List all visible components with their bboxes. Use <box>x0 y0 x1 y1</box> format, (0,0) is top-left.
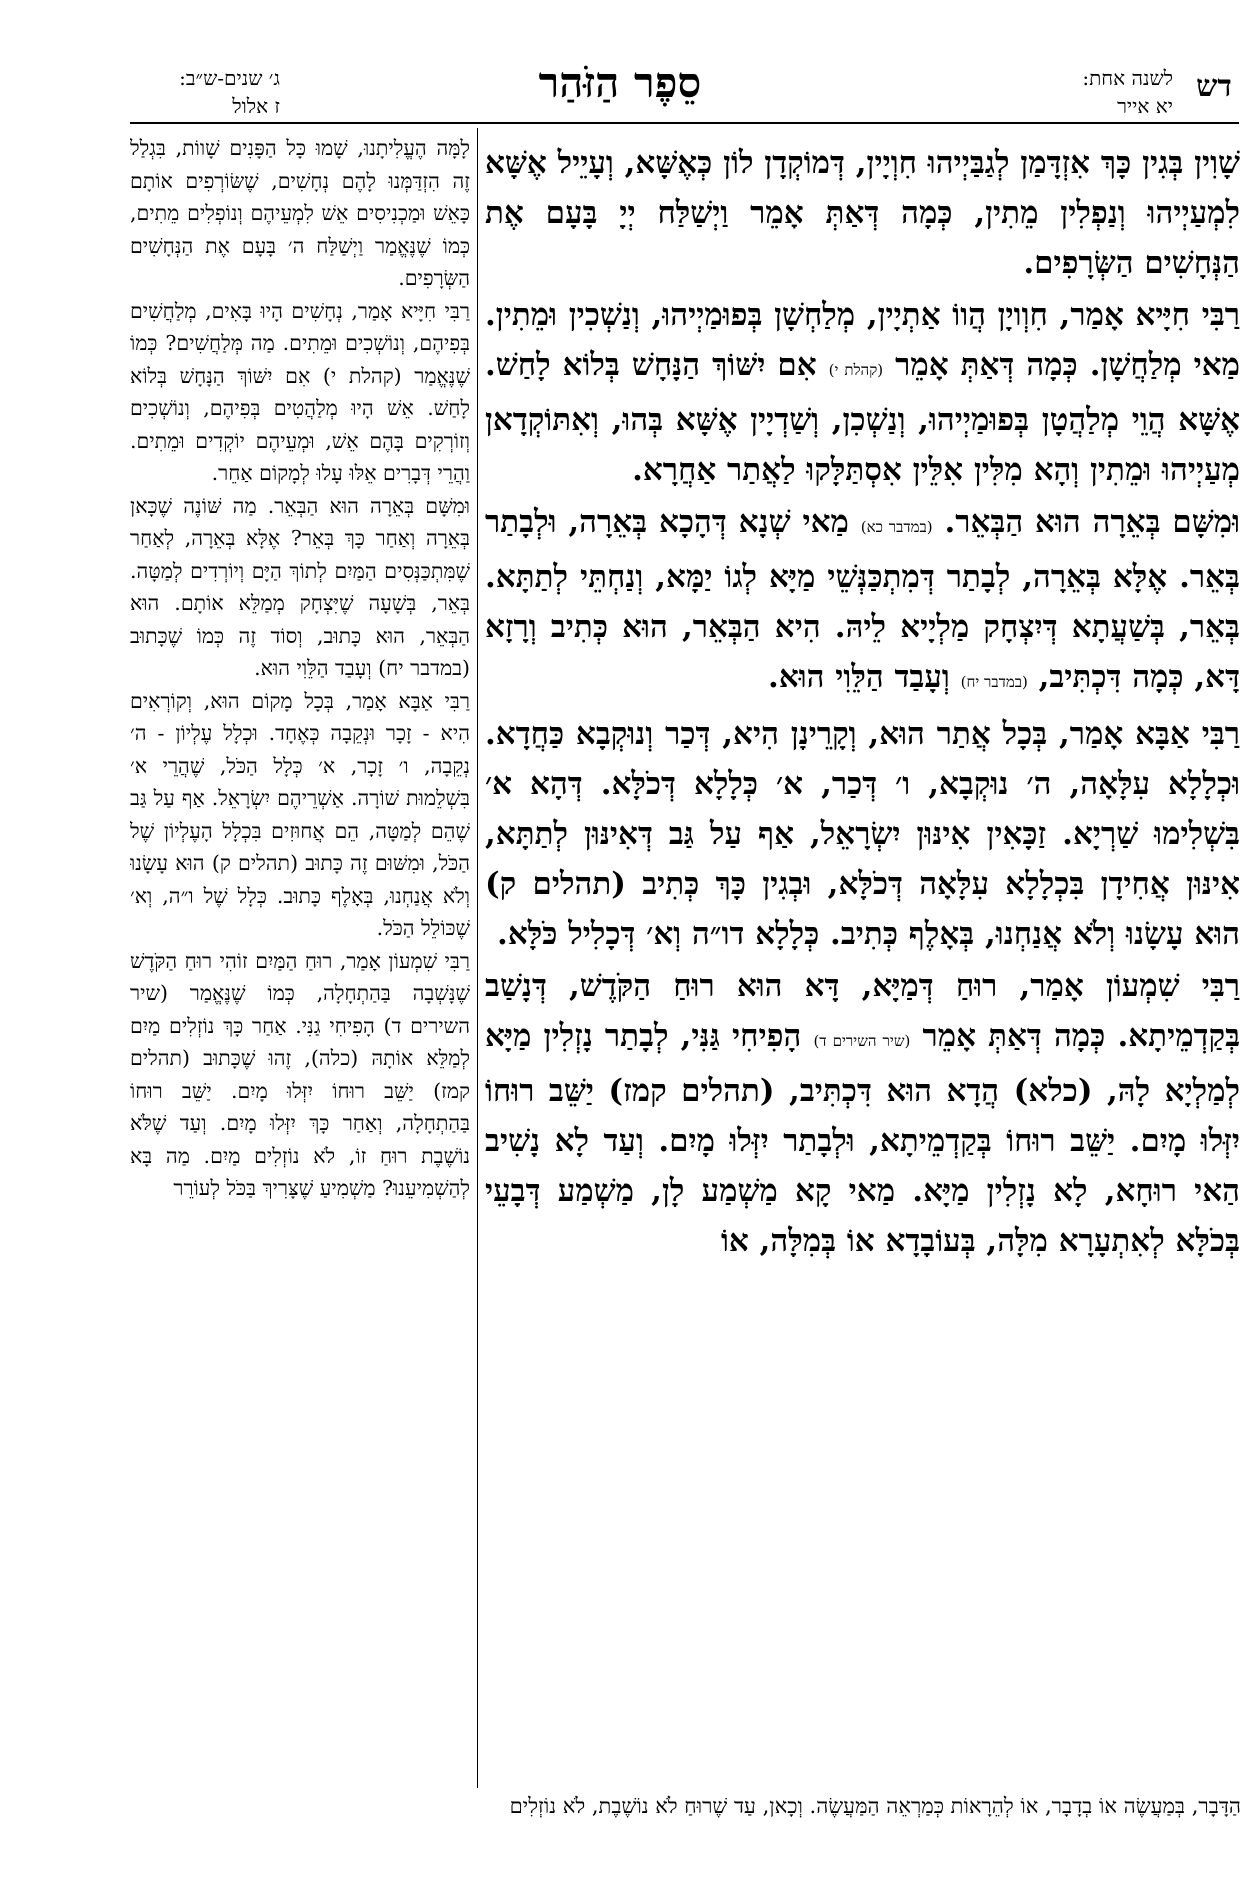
schedule-one-year <box>1082 64 1173 120</box>
translation-paragraph: וּמִשָּׁם בְּאֵרָה הוּא הַבְּאֵר. מַה שּׁוֹנֶה שֶׁכָּאן בְּאֵרָה וְאַחַר כָּךְ בְּאֵר? אֶלָּא בְּאֵרָה, לְאַחַר שֶׁמִּתְכַּנְּסִים הַמַּיִם לְתוֹךְ הַיָּם וְיוֹרְדִים לְמַטָּה. בְּאֵר, בְּשָׁעָה שֶׁיִּצְחָק מְמַלֵּא אוֹתָם. הוּא הַבְּאֵר, הוּא כָּתוּב, וְסוֹד זֶה כְּמוֹ שֶׁכָּתוּב (במדבר יח) וְעָבַד הַלֵּוִי הוּא. <box>130 493 470 680</box>
source-reference: (קהלת י) <box>828 361 884 379</box>
schedule-one-year-date: יא אייר <box>1117 94 1173 118</box>
main-paragraph: שָׁוִין בְּגִין כָּךְ אִזְדָּמַן לְגַבַּיְיהוּ חִוְיָין, דְּמוֹקְדָן לוֹן כְּאֶשָּׁא, וְעָיֵיל אֶשָּׁא לִמְעַיְיהוּ וְנַפְלִין מֵתִין, כְּמָה דְּאַתְּ אָמֵר וַיְשַׁלַּח יְיָ בָּעָם אֶת הַנְּחָשִׁים הַשְּׂרָפִים. <box>485 145 1240 281</box>
translation-paragraph: רַבִּי שִׁמְעוֹן אָמַר, רוּחַ הַמַּיִם זוֹהִי רוּחַ הַקֹּדֶשׁ שֶׁנָּשְׁבָה בַּהַתְחָלָה, כְּמוֹ שֶׁנֶּאֱמַר (שיר השירים ד) הָפִיחִי גַנִּי. אַחַר כָּךְ נוֹזְלִים מַיִם לְמַלֵּא אוֹתָהּ (כלה), זֶהוּ שֶׁכָּתוּב (תהלים קמז) יַשֵּׁב רוּחוֹ יִזְּלוּ מָיִם. יַשֵּׁב רוּחוֹ בַּהַתְחָלָה, וְאַחַר כָּךְ יִזְּלוּ מָיִם. וְעַד שֶׁלֹּא נוֹשֶׁבֶת רוּחַ זוֹ, לֹא נוֹזְלִים מַיִם. מַה בָּא לְהַשְׁמִיעֵנוּ? מַשְׁמִיעַ שֶׁצָּרִיךְ בַּכֹּל לְעוֹרֵר <box>130 948 470 1200</box>
source-reference: (שיר השירים ד) <box>813 1032 911 1050</box>
translation-column <box>130 132 470 1783</box>
schedule-one-year-label: לשנה אחת: <box>1082 66 1173 90</box>
footer-continuation: הַדָּבָר, בְּמַעֲשֶׂה אוֹ בְדָבָר, אוֹ לְהֵרָאוֹת כְּמַרְאֵה הַמַּעֲשֶׂה. וְכָאן, עַד שֶׁרוּחַ לֹא נוֹשֶׁבֶת, לֹא נוֹזְלִים <box>509 1794 1241 1818</box>
book-title: סֵפֶר הַזֹּהַר <box>538 58 702 107</box>
source-reference: (במדבר יח) <box>960 673 1028 691</box>
main-paragraph: רַבִּי שִׁמְעוֹן אָמַר, רוּחַ דְּמַיָּא, דָּא הוּא רוּחַ הַקֹּדֶשׁ, דְּנָשַׁב בְּקַדְמֵיתָא. כְּמָה דְּאַתְּ אָמֵר (שיר השירים ד) הָפִיחִי גַּנִּי, לְבָתַר נָזְלִין מַיָּא לְמַלְיָא לָהּ, (כלא) הֲדָא הוּא דִּכְתִּיב, (תהלים קמז) יַשֵּׁב רוּחוֹ יִזְּלוּ מָיִם. יַשֵּׁב רוּחוֹ בְּקַדְמֵיתָא, וּלְבָתַר יִזְּלוּ מָיִם. וְעַד לָא נָשִׁיב הַאי רוּחָא, לָא נָזְלִין מַיָּא. מַאי קָא מַשְׁמַע לָן, מַשְׁמַע דְּבָעֵי בְּכֹלָּא לְאִתְעָרָא מִלָּה, בְּעוֹבָדָא אוֹ בְּמִלָּה, אוֹ <box>485 968 1240 1259</box>
translation-paragraph: לָמָּה הֶעֱלִיתָנוּ, שָׁמוּ כָּל הַפָּנִים שָׁווֹת, בִּגְלַל זֶה הִזְדַּמְּנוּ לָהֶם נְחָשִׁים, שֶׁשּׂוֹרְפִים אוֹתָם כָּאֵשׁ וּמַכְנִיסִים אֵשׁ לִמְעֵיהֶם וְנוֹפְלִים מֵתִים, כְּמוֹ שֶׁנֶּאֱמַר וַיְשַׁלַּח ה׳ בָּעָם אֶת הַנְּחָשִׁים הַשְּׂרָפִים. <box>130 136 470 290</box>
page-header <box>0 0 1253 130</box>
main-paragraph: וּמִשָּׁם בְּאֵרָה הוּא הַבְּאֵר. (במדבר כא) מַאי שְׁנָא דְּהָכָא בְּאֵרָה, וּלְבָתַר בְּאֵר. אֶלָּא בְּאֵרָה, לְבָתַר דְּמִתְכַּנְּשֵׁי מַיָּא לְגוֹ יַמָּא, וְנַחְתֵּי לְתַתָּא. בְּאֵר, בְּשַׁעֲתָא דְּיִצְחָק מַלְיָיא לֵיהּ. הִיא הַבְּאֵר, הוּא כְּתִיב וְרָזָא דָּא, כְּמָה דִּכְתִּיב, (במדבר יח) וְעָבַד הַלֵּוִי הוּא. <box>485 504 1240 695</box>
main-paragraph: רַבִּי חִיָּיא אָמַר, חִוְויָן הֲווֹ אַתְיָין, מְלַחְשָׁן בְּפוּמַיְיהוּ, וְנַשְׁכִין וּמֵתִין. מַאי מְלַחֲשָׁן. כְּמָה דְּאַתְּ אָמֵר (קהלת י) אִם יִשּׁוֹךְ הַנָּחָשׁ בְּלוֹא לָחַשׁ. אֶשָּׁא הֲוֵי מְלַהֲטָן בְּפוּמַיְיהוּ, וְנַשְׁכִן, וְשַׁדְיָין אֶשָּׁא בְּהוּ, וְאִתּוֹקְדָאן מְעַיְיהוּ וּמֵתִין וְהָא מִלִּין אִלֵּין אִסְתַּלָּקוּ לַאֲתַר אַחֲרָא. <box>485 297 1240 488</box>
schedule-three-years <box>140 64 280 120</box>
translation-paragraph: רַבִּי חִיָּיא אָמַר, נְחָשִׁים הָיוּ בָּאִים, מְלַחֲשִׁים בְּפִיהֶם, וְנוֹשְׁכִים וּמֵתִים. מַה מְּלַחֲשִׁים? כְּמוֹ שֶׁנֶּאֱמַר (קהלת י) אִם יִשּׁוֹךְ הַנָּחָשׁ בְּלוֹא לָחַשׁ. אֵשׁ הָיוּ מְלַהֲטִים בְּפִיהֶם, וְנוֹשְׁכִים וְזוֹרְקִים בָּהֶם אֵשׁ, וּמְעֵיהֶם יוֹקְדִים וּמֵתִים. וַהֲרֵי דְּבָרִים אֵלּוּ עָלוּ לְמָקוֹם אַחֵר. <box>130 298 470 485</box>
main-text-column <box>485 138 1240 1783</box>
column-divider <box>477 128 478 1788</box>
schedule-three-years-label: ג׳ שנים-ש״ב: <box>179 66 280 90</box>
source-reference: (במדבר כא) <box>860 518 933 536</box>
schedule-three-years-date: ז אלול <box>232 94 280 118</box>
page-number: דש <box>1196 69 1232 104</box>
header-rule <box>130 122 1239 124</box>
translation-paragraph: רַבִּי אַבָּא אָמַר, בְּכָל מָקוֹם הוּא, וְקוֹרְאִים הִיא - זָכָר וּנְקֵבָה כְּאֶחָד. וּכְלָל עֶלְיוֹן - ה׳ נְקֵבָה, ו׳ זָכָר, א׳ כְּלָל הַכֹּל, שֶׁהֲרֵי א׳ בִּשְׁלֵמוּת שׁוֹרָה. אַשְׁרֵיהֶם יִשְׂרָאֵל. אַף עַל גַּב שֶׁהֵם לְמַטָּה, הֵם אֲחוּזִים בִּכְלָל הָעֶלְיוֹן שֶׁל הַכֹּל, וּמִשּׁוּם זֶה כָּתוּב (תהלים ק) הוּא עָשָׂנוּ וְלֹא אֲנַחְנוּ, בְּאָלֶף כָּתוּב. כְּלָל שֶׁל ו״ה, וְא׳ שֶׁכּוֹלֵל הַכֹּל. <box>130 688 470 940</box>
main-paragraph: רַבִּי אַבָּא אָמַר, בְּכָל אֲתַר הוּא, וְקָרֵינָן הִיא, דְּכַר וְנוּקְבָא כַּחֲדָא. וּכְלָלָא עִלָּאָה, ה׳ נוּקְבָא, ו׳ דְּכַר, א׳ כְּלָלָא דְּכֹלָּא. דְּהָא א׳ בִּשְׁלִימוּ שַׁרְיָא. זַכָּאִין אִינּוּן יִשְׂרָאֵל, אַף עַל גַּב דְּאִינּוּן לְתַתָּא, אִינּוּן אֲחִידָן בִּכְלָלָא עִלָּאָה דְּכֹלָּא, וּבְגִין כָּךְ כְּתִיב (תהלים ק) הוּא עָשָׂנוּ וְלֹא אֲנַחְנוּ, בְּאָלֶף כְּתִיב. כְּלָלָא דו״ה וְא׳ דְּכָלִיל כֹּלָּא. <box>485 716 1240 952</box>
